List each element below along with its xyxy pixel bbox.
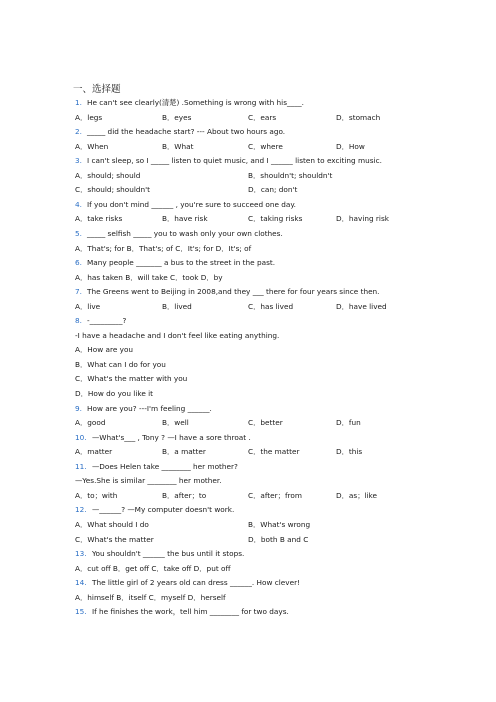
- question-stem: The little girl of 2 years old can dress ______. How clever!: [92, 578, 301, 588]
- option-c: C．has lived: [248, 301, 294, 311]
- question-stem: He can't see clearly(清楚) .Something is wrong with his____.: [87, 98, 304, 107]
- question-stem: —______? —My computer doesn't work.: [92, 505, 235, 515]
- option-a: A．What should I do: [75, 519, 149, 529]
- option-row: A．himself B．itself C．myself D．herself: [75, 592, 226, 602]
- option-c: C．What's the matter: [75, 534, 154, 544]
- option-row: A．cut off B．get off C．take off D．put off: [75, 563, 231, 573]
- option-d: D．this: [336, 447, 363, 457]
- question-stem-line: —Yes.She is similar ________ her mother.: [75, 476, 222, 486]
- option-b: B．What can I do for you: [75, 359, 166, 369]
- question-stem: I can't sleep, so I _____ listen to quiet music, and I ______ listen to exciting music.: [87, 156, 382, 166]
- option-b: B．What: [162, 141, 194, 151]
- section-title: 一、选择题: [73, 84, 121, 95]
- question-stem: How are you? ---I'm feeling ______.: [87, 403, 212, 413]
- question-stem: —Does Helen take ________ her mother?: [92, 461, 238, 471]
- option-c: C．after；from: [248, 490, 302, 500]
- question-number: 8.: [75, 316, 82, 326]
- option-c: C．ears: [248, 112, 277, 122]
- option-row: A．That's; for B．That's; of C．It's; for D．It's; of: [75, 243, 252, 253]
- option-b: B．well: [162, 418, 189, 428]
- option-d: D．have lived: [336, 301, 387, 311]
- question-stem: If he finishes the work，tell him ________ for two days.: [92, 607, 289, 617]
- option-a: A．take risks: [75, 214, 123, 224]
- option-b: B．What's wrong: [248, 519, 311, 529]
- option-row: A．has taken B．will take C．took D．by: [75, 272, 223, 282]
- question-stem: You shouldn't ______ the bus until it stops.: [92, 549, 245, 559]
- question-number: 2.: [75, 127, 82, 137]
- option-c: C．where: [248, 141, 283, 151]
- question-stem: The Greens went to Beijing in 2008,and they ___ there for four years since then.: [87, 287, 380, 297]
- question-number: 11.: [75, 461, 87, 471]
- question-number: 14.: [75, 578, 87, 588]
- option-b: B．a matter: [162, 447, 206, 457]
- question-number: 3.: [75, 156, 82, 166]
- option-c: C．better: [248, 418, 283, 428]
- option-d: D．How do you like it: [75, 389, 154, 398]
- option-a: A．to；with: [75, 490, 118, 500]
- option-a: A．live: [75, 301, 101, 311]
- option-a: A．should; should: [75, 170, 141, 180]
- question-stem: _____ did the headache start? --- About two hours ago.: [87, 127, 286, 137]
- option-c: C．taking risks: [248, 214, 303, 224]
- option-c: C．should; shouldn't: [75, 185, 151, 195]
- option-a: A．When: [75, 141, 109, 151]
- question-number: 15.: [75, 607, 87, 617]
- option-c: C．the matter: [248, 447, 300, 457]
- option-d: D．having risk: [336, 214, 389, 224]
- option-b: B．after；to: [162, 490, 207, 500]
- question-number: 6.: [75, 258, 82, 268]
- question-number: 5.: [75, 228, 82, 238]
- option-a: A．legs: [75, 112, 103, 122]
- question-stem: If you don't mind ______ , you're sure to succeed one day.: [87, 199, 296, 209]
- option-b: B．have risk: [162, 214, 208, 224]
- question-number: 13.: [75, 549, 87, 559]
- option-d: D．can; don't: [248, 185, 298, 195]
- question-number: 1.: [75, 98, 82, 107]
- question-number: 10.: [75, 432, 87, 442]
- option-d: D．How: [336, 141, 365, 151]
- option-a: A．good: [75, 418, 106, 428]
- question-number: 12.: [75, 505, 87, 515]
- option-a: A．How are you: [75, 345, 134, 355]
- option-d: D．stomach: [336, 112, 381, 122]
- option-a: A．matter: [75, 447, 113, 457]
- option-d: D．as；like: [336, 490, 377, 500]
- option-b: B．shouldn't; shouldn't: [248, 170, 333, 180]
- question-number: 7.: [75, 287, 82, 297]
- question-number: 4.: [75, 199, 82, 209]
- question-number: 9.: [75, 403, 82, 413]
- option-d: D．both B and C: [248, 534, 309, 544]
- option-d: D．fun: [336, 418, 361, 428]
- option-c: C．What's the matter with you: [75, 374, 188, 384]
- option-b: B．lived: [162, 301, 192, 311]
- option-b: B．eyes: [162, 112, 192, 122]
- question-stem: Many people _______ a bus to the street in the past.: [87, 258, 276, 268]
- question-stem: _____ selfish _____ you to wash only your own clothes.: [87, 228, 283, 238]
- question-stem-line: -I have a headache and I don't feel like eating anything.: [75, 330, 280, 340]
- question-stem: —What's___ , Tony ? —I have a sore throat .: [92, 432, 251, 442]
- question-stem: -_________?: [87, 316, 127, 326]
